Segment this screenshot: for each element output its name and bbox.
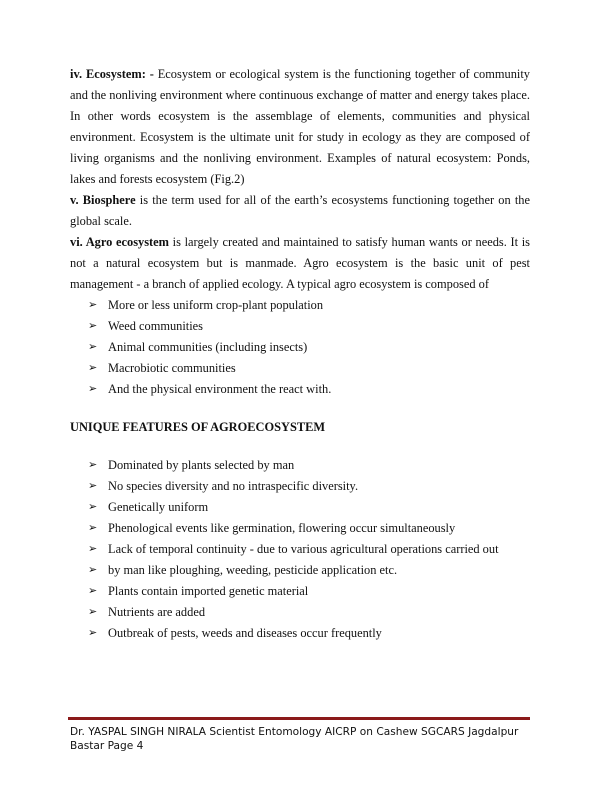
list-item-text: Lack of temporal continuity - due to various agricultural operations carried out <box>108 542 499 556</box>
arrow-bullet-icon: ➢ <box>88 501 98 513</box>
list-item <box>88 518 530 539</box>
unique-features-list <box>70 455 530 644</box>
list-item <box>88 316 530 337</box>
page-footer: Dr. YASPAL SINGH NIRALA Scientist Entomology AICRP on Cashew SGCARS Jagdalpur Bastar Page 4 <box>70 726 519 752</box>
arrow-bullet-icon: ➢ <box>88 320 98 332</box>
list-item <box>88 539 530 560</box>
list-item <box>88 476 530 497</box>
list-item-text: Plants contain imported genetic material <box>108 584 309 598</box>
arrow-bullet-icon: ➢ <box>88 299 98 311</box>
section-agro-ecosystem <box>70 232 530 295</box>
list-item <box>88 602 530 623</box>
arrow-bullet-icon: ➢ <box>88 564 98 576</box>
arrow-bullet-icon: ➢ <box>88 627 98 639</box>
list-item <box>88 337 530 358</box>
list-item-text: Animal communities (including insects) <box>108 340 308 354</box>
list-item <box>88 358 530 379</box>
list-item <box>88 623 530 644</box>
footer-divider <box>68 717 530 720</box>
list-item-text: Nutrients are added <box>108 605 206 619</box>
list-item-text: No species diversity and no intraspecific diversity. <box>108 479 359 493</box>
section-agro-ecosystem-label: vi. Agro ecosystem <box>70 235 169 249</box>
list-item-text: by man like ploughing, weeding, pesticide application etc. <box>108 563 398 577</box>
section-ecosystem <box>70 64 530 190</box>
list-item <box>88 581 530 602</box>
section-agro-ecosystem-text: is largely created and maintained to satisfy human wants or needs. It is not a natural ecosystem but is manmade. Agro ecosystem is the basic unit of pest management - a branch of applied ecology. A typical agro ecosystem is composed of <box>70 235 530 291</box>
list-item-text: Weed communities <box>108 319 204 333</box>
arrow-bullet-icon: ➢ <box>88 606 98 618</box>
section-ecosystem-text: Ecosystem or ecological system is the functioning together of community and the nonliving environment where continuous exchange of matter and energy takes place. In other words ecosystem is the assemblage of elements, communities and physical environment. Ecosystem is the ultimate unit for study in ecology as they are composed of living organisms and the nonliving environment. Examples of natural ecosystem: Ponds, lakes and forests ecosystem (Fig.2) <box>70 67 530 186</box>
list-item <box>88 497 530 518</box>
agro-ecosystem-components-list <box>70 295 530 400</box>
arrow-bullet-icon: ➢ <box>88 585 98 597</box>
section-ecosystem-label: iv. Ecosystem: - <box>70 67 154 81</box>
list-item-text: Macrobiotic communities <box>108 361 236 375</box>
arrow-bullet-icon: ➢ <box>88 362 98 374</box>
list-item-text: Phenological events like germination, flowering occur simultaneously <box>108 521 456 535</box>
arrow-bullet-icon: ➢ <box>88 480 98 492</box>
section-biosphere-text: is the term used for all of the earth’s ecosystems functioning together on the global scale. <box>70 193 530 228</box>
arrow-bullet-icon: ➢ <box>88 383 98 395</box>
arrow-bullet-icon: ➢ <box>88 341 98 353</box>
arrow-bullet-icon: ➢ <box>88 543 98 555</box>
arrow-bullet-icon: ➢ <box>88 459 98 471</box>
list-item-text: More or less uniform crop-plant population <box>108 298 324 312</box>
section-biosphere-label: v. Biosphere <box>70 193 136 207</box>
list-item <box>88 379 530 400</box>
list-item-text: And the physical environment the react with. <box>108 382 332 396</box>
list-item-text: Genetically uniform <box>108 500 209 514</box>
arrow-bullet-icon: ➢ <box>88 522 98 534</box>
document-body <box>70 64 530 644</box>
list-item <box>88 560 530 581</box>
list-item <box>88 455 530 476</box>
section-heading: UNIQUE FEATURES OF AGROECOSYSTEM <box>70 420 326 434</box>
list-item-text: Outbreak of pests, weeds and diseases occur frequently <box>108 626 382 640</box>
list-item <box>88 295 530 316</box>
section-biosphere <box>70 190 530 232</box>
list-item-text: Dominated by plants selected by man <box>108 458 295 472</box>
